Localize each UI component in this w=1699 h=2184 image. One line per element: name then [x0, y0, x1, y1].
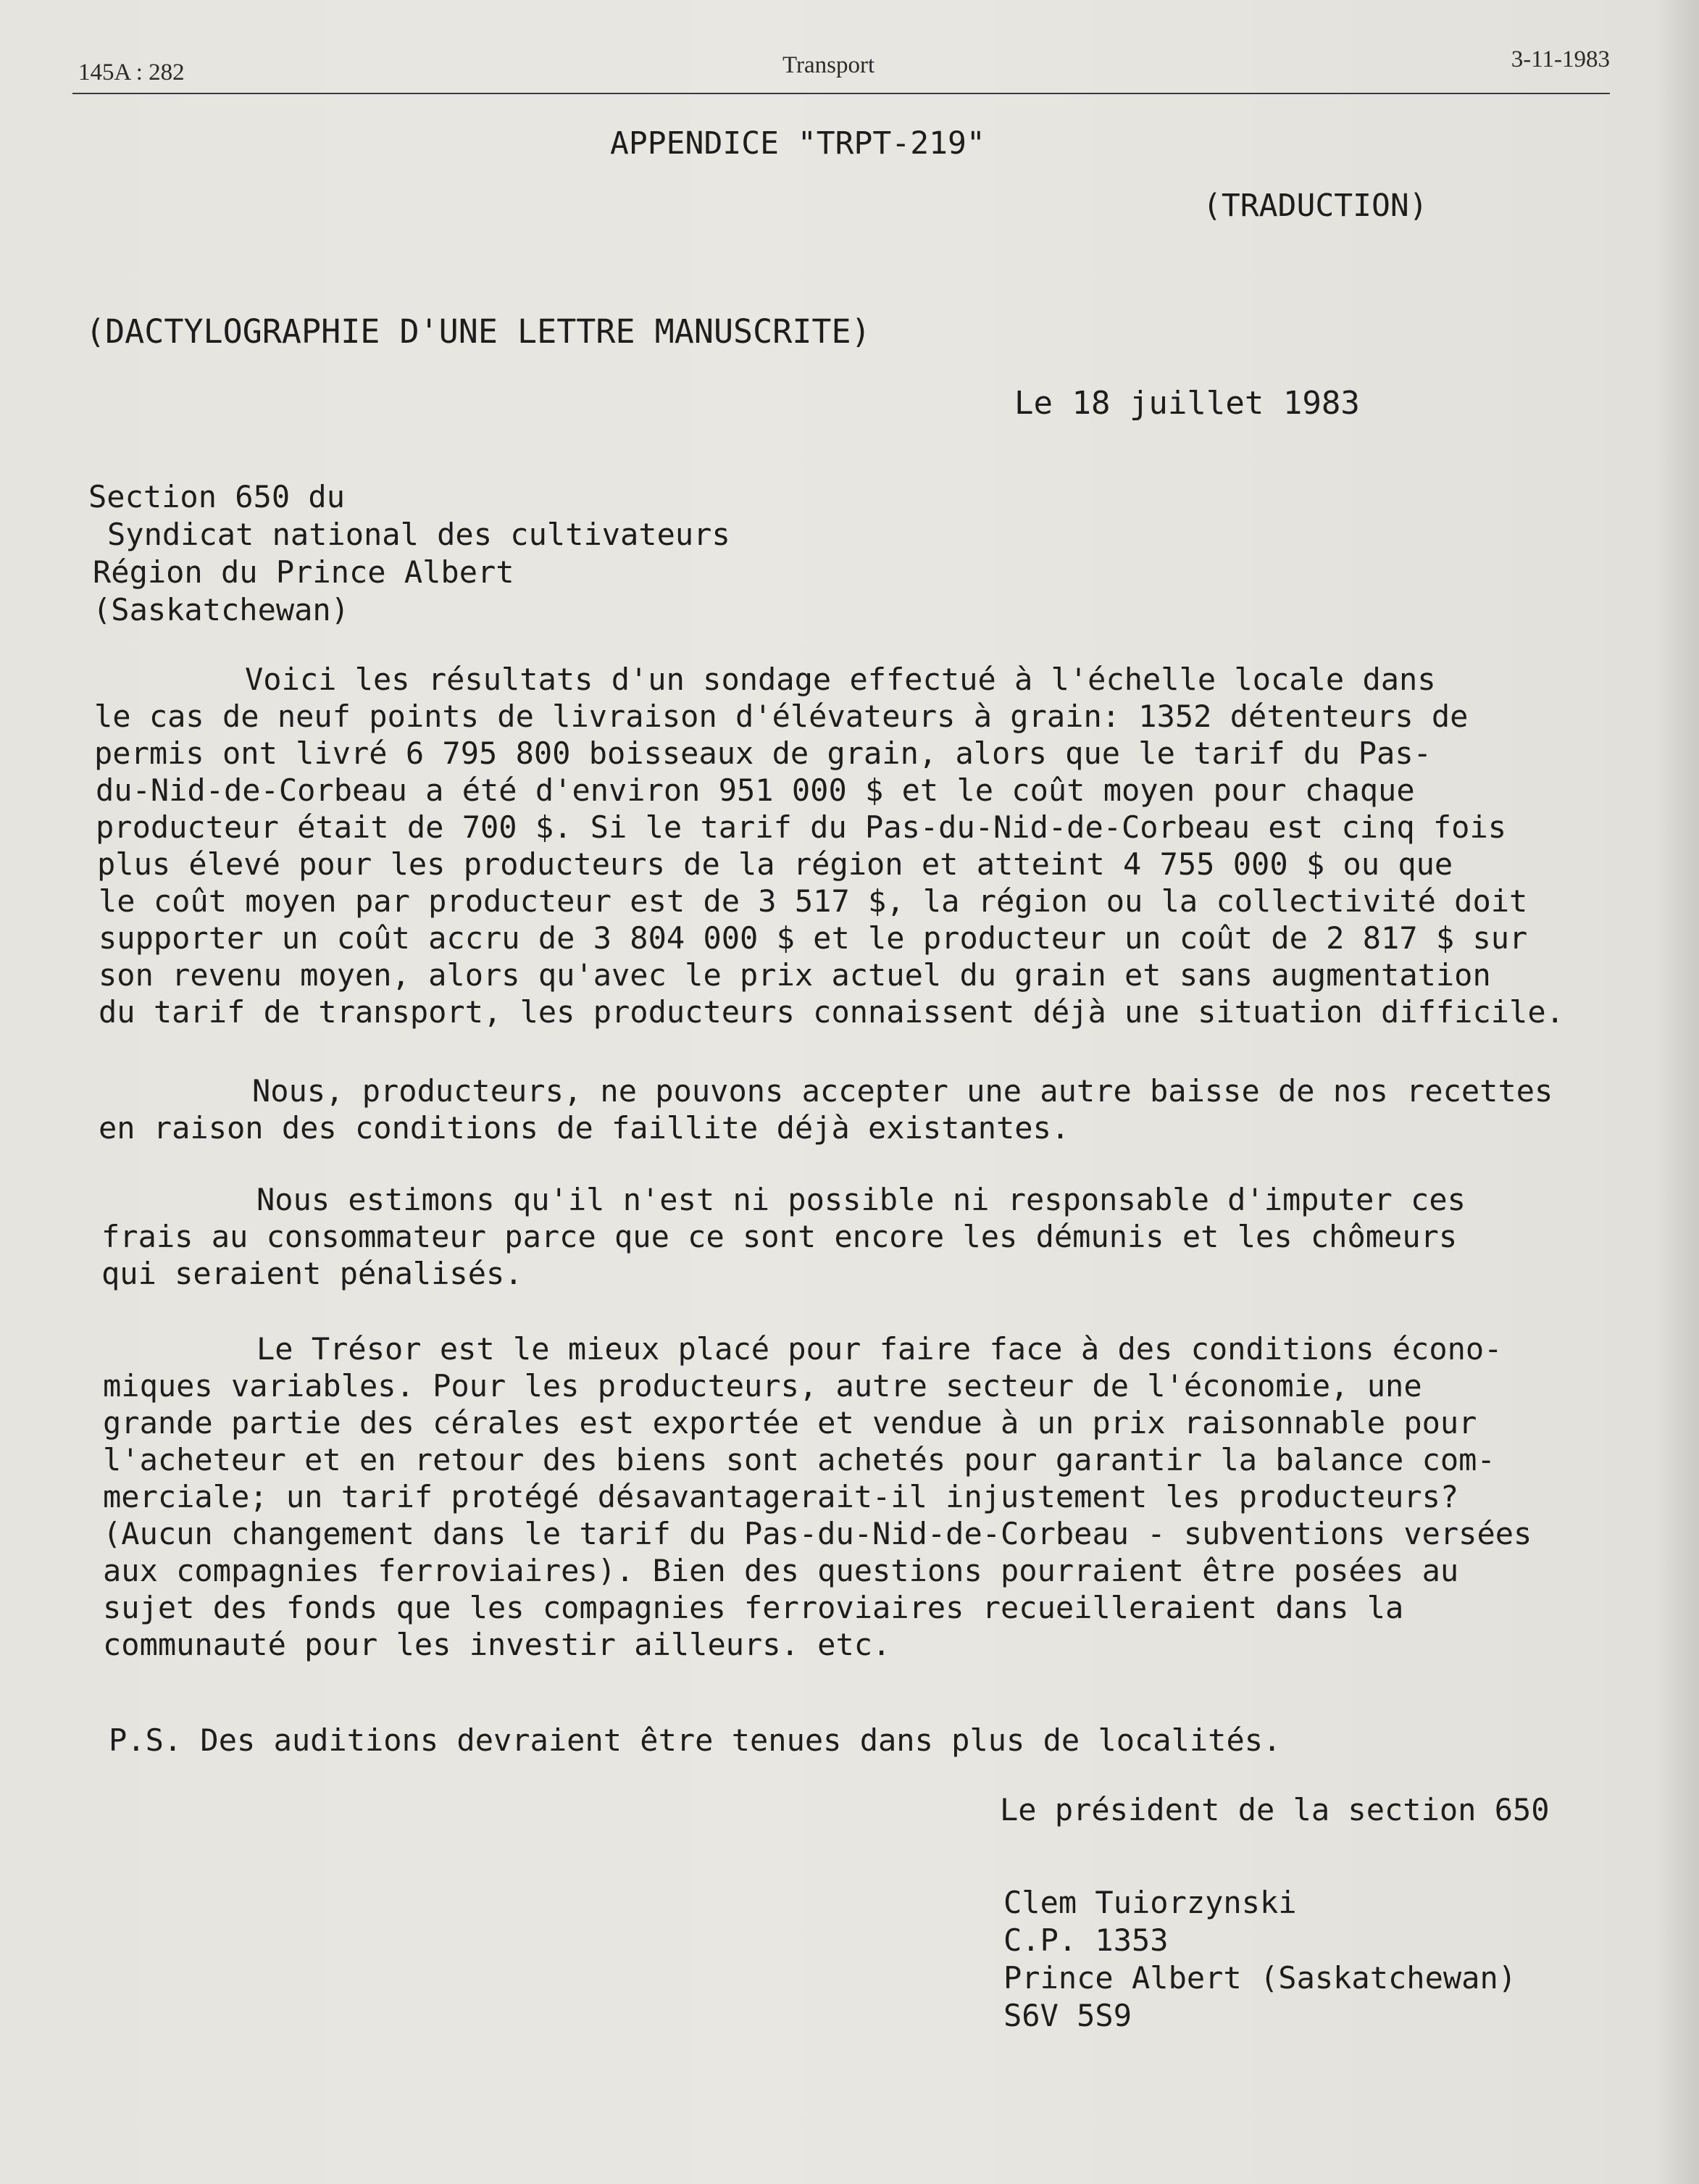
addressee-line: (Saskatchewan): [93, 592, 350, 628]
postscript: P.S. Des auditions devraient être tenues dans plus de localités.: [109, 1722, 1282, 1758]
page-header: [72, 45, 1610, 96]
text-line: du-Nid-de-Corbeau a été d'environ 951 000 $ et le coût moyen pour chaque: [96, 772, 1415, 808]
text-line: du tarif de transport, les producteurs connaissent déjà une situation difficile.: [99, 994, 1564, 1030]
page-reference: 145A : 282: [78, 59, 185, 86]
addressee-line: Syndicat national des cultivateurs: [107, 517, 730, 552]
text-line: Nous estimons qu'il n'est ni possible ni responsable d'imputer ces: [256, 1182, 1466, 1217]
appendix-title: APPENDICE "TRPT-219": [610, 125, 985, 162]
text-line: communauté pour les investir ailleurs. etc.: [103, 1627, 891, 1662]
signature-block: [1003, 1884, 1516, 2035]
text-line: sujet des fonds que les compagnies ferroviaires recueilleraient dans la: [103, 1590, 1404, 1625]
letter-date: Le 18 juillet 1983: [1014, 385, 1360, 422]
text-line: plus élevé pour les producteurs de la région et atteint 4 755 000 $ ou que: [97, 846, 1453, 882]
header-rule: [72, 93, 1610, 94]
paragraph-4: [103, 1330, 1532, 1663]
text-line: aux compagnies ferroviaires). Bien des questions pourraient être posées au: [103, 1553, 1459, 1588]
text-line: permis ont livré 6 795 800 boisseaux de grain, alors que le tarif du Pas-: [94, 735, 1432, 771]
header-section: Transport: [782, 52, 875, 78]
text-line: miques variables. Pour les producteurs, autre secteur de l'économie, une: [103, 1368, 1422, 1404]
paragraph-3: [101, 1181, 1466, 1292]
text-line: frais au consommateur parce que ce sont encore les démunis et les chômeurs: [101, 1219, 1458, 1254]
text-line: Voici les résultats d'un sondage effectué à l'échelle locale dans: [245, 662, 1436, 697]
signature-po-box: C.P. 1353: [1003, 1922, 1169, 1958]
addressee-block: [88, 478, 730, 629]
signature-postal-code: S6V 5S9: [1003, 1998, 1132, 2033]
text-line: le cas de neuf points de livraison d'élévateurs à grain: 1352 détenteurs de: [94, 699, 1469, 734]
text-line: Le Trésor est le mieux placé pour faire face à des conditions écono-: [256, 1331, 1503, 1367]
text-line: en raison des conditions de faillite déjà existantes.: [99, 1110, 1070, 1146]
text-line: qui seraient pénalisés.: [101, 1256, 523, 1291]
addressee-line: Section 650 du: [88, 479, 346, 514]
page-edge-shadow: [1656, 0, 1699, 2184]
text-line: son revenu moyen, alors qu'avec le prix actuel du grain et sans augmentation: [99, 957, 1491, 993]
text-line: le coût moyen par producteur est de 3 517 $, la région ou la collectivité doit: [99, 883, 1528, 919]
signature-name: Clem Tuiorzynski: [1003, 1885, 1297, 1920]
signature-city: Prince Albert (Saskatchewan): [1003, 1960, 1517, 1996]
document-subtitle: (DACTYLOGRAPHIE D'UNE LETTRE MANUSCRITE): [85, 312, 871, 351]
text-line: l'acheteur et en retour des biens sont achetés pour garantir la balance com-: [103, 1442, 1495, 1477]
closing-title: Le président de la section 650: [1000, 1792, 1550, 1827]
text-line: merciale; un tarif protégé désavantagerait-il injustement les producteurs?: [103, 1479, 1459, 1514]
text-line: producteur était de 700 $. Si le tarif du Pas-du-Nid-de-Corbeau est cinq fois: [96, 809, 1507, 845]
paragraph-1: [93, 661, 1564, 1030]
text-line: (Aucun changement dans le tarif du Pas-du-Nid-de-Corbeau - subventions versées: [103, 1516, 1532, 1551]
header-date: 3-11-1983: [1511, 46, 1610, 72]
paragraph-2: [99, 1072, 1553, 1146]
addressee-line: Région du Prince Albert: [93, 554, 514, 590]
translation-note: (TRADUCTION): [1203, 188, 1428, 224]
text-line: grande partie des cérales est exportée et vendue à un prix raisonnable pour: [103, 1405, 1477, 1441]
text-line: supporter un coût accru de 3 804 000 $ et le producteur un coût de 2 817 $ sur: [99, 920, 1528, 956]
text-line: Nous, producteurs, ne pouvons accepter une autre baisse de nos recettes: [252, 1073, 1553, 1109]
